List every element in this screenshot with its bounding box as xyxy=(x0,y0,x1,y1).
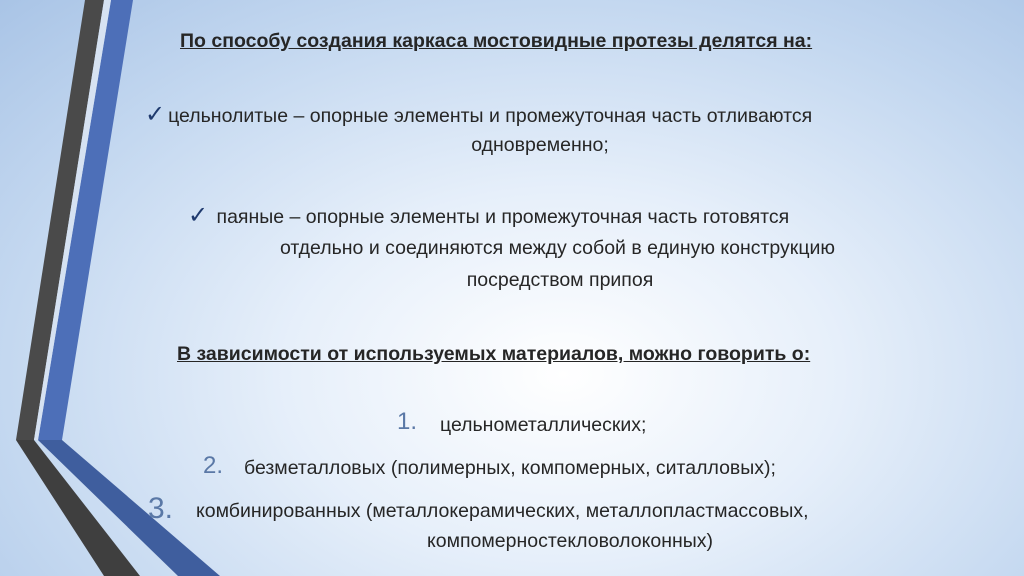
decorative-stripes xyxy=(0,0,260,576)
bullet-soldered-line3: посредством припоя xyxy=(466,269,654,291)
list-item-3-line1: комбинированных (металлокерамических, металлопластмассовых, xyxy=(196,500,809,522)
list-number-3: 3. xyxy=(148,492,174,525)
heading-frame-creation: По способу создания каркаса мостовидные протезы делятся на: xyxy=(180,30,813,52)
list-number-1: 1. xyxy=(397,408,418,435)
checkmark-icon: ✓ xyxy=(145,101,166,128)
list-item-3-line2: компомерностекловолоконных) xyxy=(426,530,713,552)
bullet-solid-cast-line1: цельнолитые – опорные элементы и промежуточная часть отливаются xyxy=(168,105,813,127)
bullet-solid-cast-line2: одновременно; xyxy=(471,134,609,156)
list-item-2: безметалловых (полимерных, компомерных, ситалловых); xyxy=(244,457,776,479)
bullet-soldered-line2: отдельно и соединяются между собой в единую конструкцию xyxy=(279,237,836,259)
bullet-soldered xyxy=(188,201,789,232)
list-number-2: 2. xyxy=(203,452,224,479)
bullet-soldered-line1: паяные – опорные элементы и промежуточная часть готовятся xyxy=(216,206,790,228)
checkmark-icon: ✓ xyxy=(188,202,209,229)
list-item-1: цельнометаллических; xyxy=(440,414,647,436)
heading-materials: В зависимости от используемых материалов, можно говорить о: xyxy=(177,343,811,365)
bullet-solid-cast xyxy=(145,100,812,131)
